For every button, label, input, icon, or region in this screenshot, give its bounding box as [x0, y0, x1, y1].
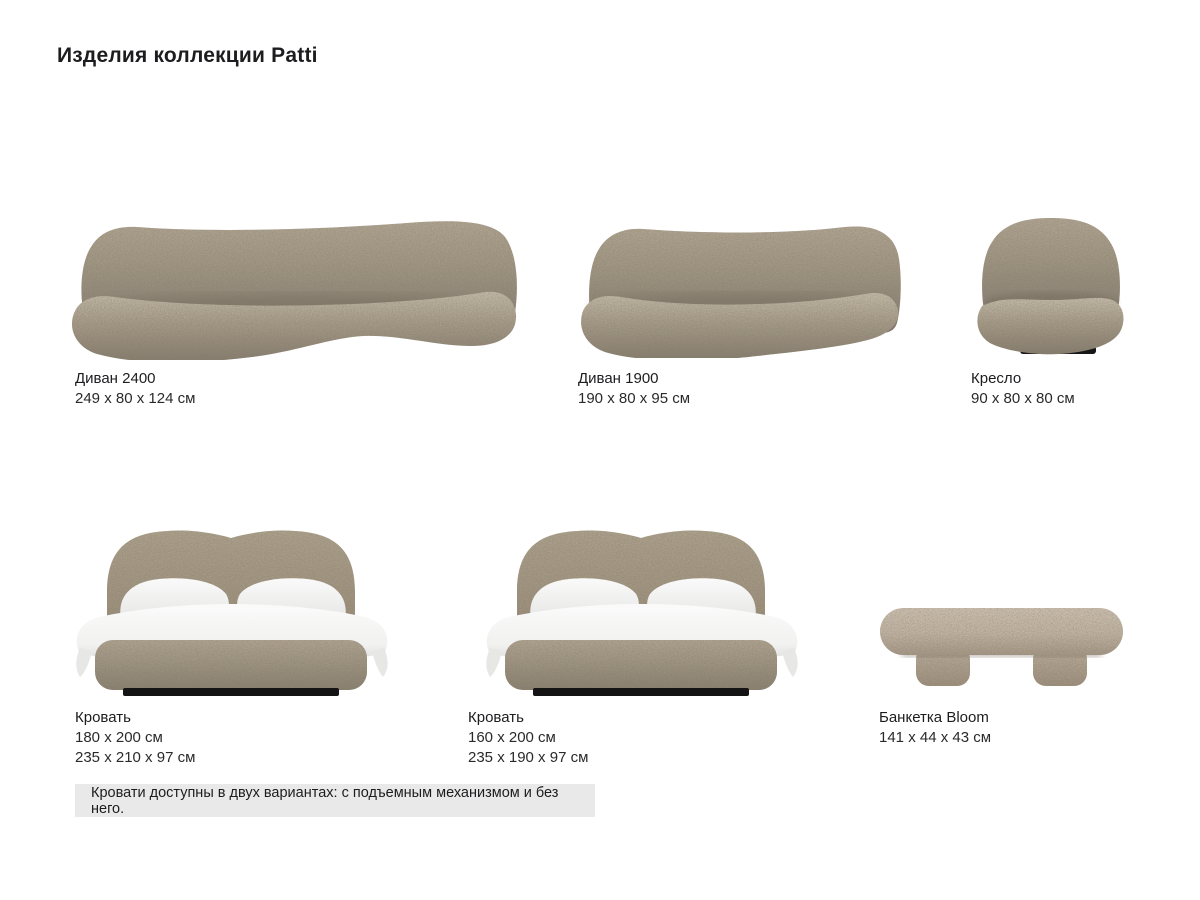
sofa-1900-image [577, 215, 907, 358]
product-dimensions: 90 x 80 x 80 см [971, 390, 1075, 407]
product-dimensions: 190 x 80 x 95 см [578, 390, 691, 407]
bench-bloom-image [880, 606, 1123, 690]
product-name: Кровать [75, 709, 131, 726]
product-name: Банкетка Bloom [879, 709, 989, 726]
bed-160-image [473, 518, 809, 698]
sofa-2400-image [67, 213, 520, 360]
bed-180-image [65, 518, 397, 698]
product-label-sofa-2400 [75, 369, 195, 409]
product-label-sofa-1900 [578, 369, 690, 409]
product-name: Кресло [971, 370, 1022, 387]
product-label-bed-160 [468, 708, 588, 768]
beds-variants-note [75, 784, 595, 817]
product-label-bed-180 [75, 708, 195, 768]
product-dimensions: 180 x 200 см [75, 729, 163, 746]
product-name: Кровать [468, 709, 524, 726]
note-text: Кровати доступны в двух вариантах: с подъемным механизмом и без него. [91, 784, 559, 817]
product-dimensions: 160 x 200 см [468, 729, 556, 746]
armchair-image [972, 210, 1130, 358]
product-name: Диван 1900 [578, 370, 659, 387]
product-name: Диван 2400 [75, 370, 156, 387]
product-dimensions: 141 x 44 x 43 см [879, 729, 992, 746]
product-dimensions: 235 x 210 x 97 см [75, 749, 196, 766]
page-title: Изделия коллекции Patti [57, 44, 318, 67]
product-label-armchair [971, 369, 1075, 409]
product-dimensions: 249 x 80 x 124 см [75, 390, 196, 407]
product-label-bench-bloom [879, 708, 991, 748]
product-dimensions: 235 x 190 x 97 см [468, 749, 589, 766]
